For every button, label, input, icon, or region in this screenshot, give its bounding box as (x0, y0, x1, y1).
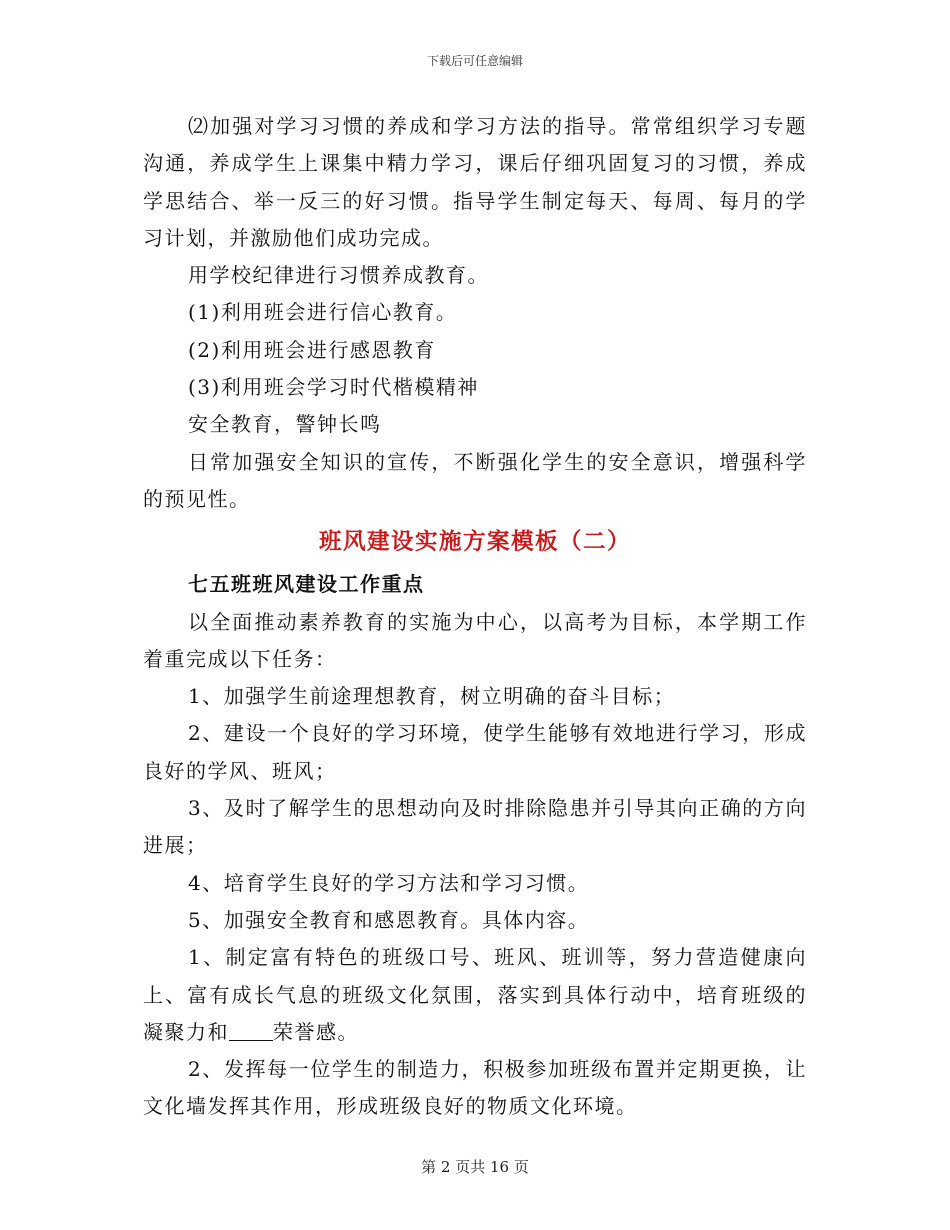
page-header-note: 下载后可任意编辑 (426, 54, 523, 68)
paragraph-gratitude: (2)利用班会进行感恩教育 (188, 337, 436, 362)
paragraph-safety-heading: 安全教育，警钟长鸣 (188, 412, 382, 437)
list-item-goal-3: 3、及时了解学生的思想动向及时排除隐患并引导其向正确的方向进展； (143, 796, 807, 858)
paragraph-role-models: (3)利用班会学习时代楷模精神 (188, 375, 479, 400)
list-item-goal-5: 5、加强安全教育和感恩教育。具体内容。 (188, 907, 590, 932)
list-item-content-1 (143, 939, 807, 1051)
fill-in-blank (229, 1022, 273, 1041)
content-1-text-end: 荣誉感。 (273, 1019, 359, 1044)
paragraph-intro: 以全面推动素养教育的实施为中心，以高考为目标，本学期工作着重完成以下任务： (143, 609, 807, 671)
paragraph-study-habits: ⑵加强对学习习惯的养成和学习方法的指导。常常组织学习专题沟通，养成学生上课集中精力学习，课后仔细巩固复习的习惯，养成学思结合、举一反三的好习惯。指导学生制定每天、每周、每月的学习计划，并激励他们成功完成。 (143, 114, 807, 250)
paragraph-safety-detail: 日常加强安全知识的宣传，不断强化学生的安全意识，增强科学的预见性。 (143, 449, 807, 511)
paragraph-discipline: 用学校纪律进行习惯养成教育。 (188, 263, 489, 288)
page-footer-number: 第 2 页共 16 页 (421, 1158, 529, 1176)
list-item-goal-2: 2、建设一个良好的学习环境，使学生能够有效地进行学习，形成良好的学风、班风； (143, 721, 807, 783)
list-item-goal-4: 4、培育学生良好的学习方法和学习习惯。 (188, 870, 590, 895)
content-1-text: 1、制定富有特色的班级口号、班风、班训等，努力营造健康向上、富有成长气息的班级文化氛围，落实到具体行动中，培育班级的凝聚力和 (143, 945, 807, 1044)
list-item-goal-1: 1、加强学生前途理想教育，树立明确的奋斗目标； (188, 684, 676, 709)
document-body (143, 108, 807, 1126)
paragraph-confidence: (1)利用班会进行信心教育。 (188, 300, 458, 325)
list-item-content-2: 2、发挥每一位学生的制造力，积极参加班级布置并定期更换，让文化墙发挥其作用，形成班级良好的物质文化环境。 (143, 1057, 807, 1119)
section-title: 班风建设实施方案模板（二） (318, 529, 631, 556)
subheading-class-focus: 七五班班风建设工作重点 (188, 572, 425, 597)
